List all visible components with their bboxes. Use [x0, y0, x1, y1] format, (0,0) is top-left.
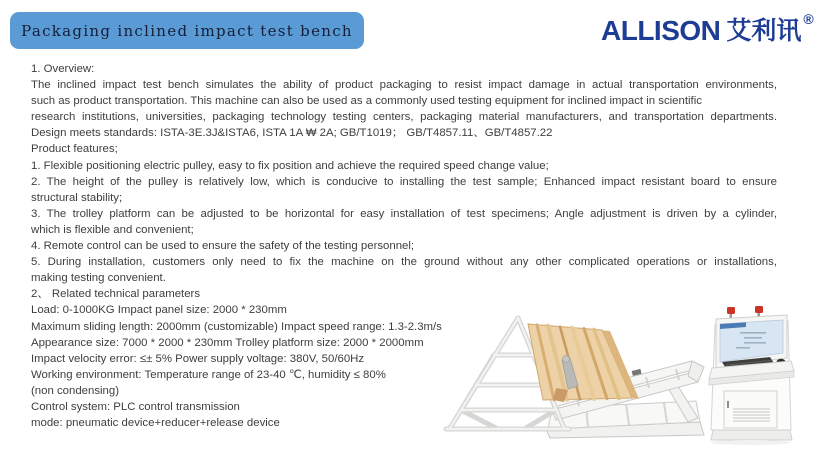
brand-logo [601, 11, 814, 47]
page-title: Packaging inclined impact test bench [21, 21, 353, 40]
body-line: research institutions, universities, packaging technology testing centers, packaging material manufacturers, and transportation departments. [31, 111, 777, 124]
body-line: Working environment: Temperature range of 23-40 ℃, humidity ≤ 80% [31, 368, 386, 381]
body-line: Product features; [31, 143, 118, 156]
body-line: 2、 Related technical parameters [31, 288, 201, 301]
page-title-banner [10, 12, 364, 49]
brand-wordmark: ALLISON [601, 15, 721, 46]
body-line: Design meets standards: ISTA-3E.3J&ISTA6, ISTA 1A ₩ 2A; GB/T1019； GB/T4857.11、GB/T4857.22 [31, 127, 553, 140]
body-line: such as product transportation. This machine can also be used as a commonly used testing equipment for inclined impact in scientific [31, 95, 702, 108]
body-line: Impact velocity error: ≤± 5% Power supply voltage: 380V, 50/60Hz [31, 352, 365, 365]
body-line: making testing convenient. [31, 272, 166, 285]
body-line: 5. During installation, customers only need to fix the machine on the ground without any other complicated operations or installations, [31, 256, 777, 269]
body-line: mode: pneumatic device+reducer+release device [31, 417, 280, 430]
body-line: structural stability; [31, 191, 123, 204]
test-bench-image [436, 310, 708, 444]
body-line: Appearance size: 7000 * 2000 * 230mm Trolley platform size: 2000 * 2000mm [31, 336, 424, 349]
body-line: 3. The trolley platform can be adjusted to be horizontal for easy installation of test specimens; Angle adjustment is driven by a cylinder, [31, 207, 777, 220]
body-line: 1. Flexible positioning electric pulley, easy to fix position and achieve the required speed change value; [31, 159, 549, 172]
body-line: 4. Remote control can be used to ensure the safety of the testing personnel; [31, 240, 415, 253]
body-line: Load: 0-1000KG Impact panel size: 2000 * 230mm [31, 304, 287, 317]
body-line: (non condensing) [31, 384, 120, 397]
brand-wordmark-cn: 艾利讯 [726, 17, 802, 45]
body-line: 1. Overview: [31, 63, 95, 75]
body-line: The inclined impact test bench simulates the ability of product packaging to resist impact damage in actual transportation environments, [31, 79, 777, 92]
control-cabinet-image [700, 301, 796, 448]
registered-trademark-icon: ® [803, 11, 814, 27]
body-line: Maximum sliding length: 2000mm (customizable) Impact speed range: 1.3-2.3m/s [31, 320, 442, 333]
body-line: which is flexible and convenient; [31, 223, 194, 236]
body-line: 2. The height of the pulley is relatively low, which is conducive to installing the test sample; Enhanced impact resistant board to ensure [31, 175, 777, 188]
body-line: Control system: PLC control transmission [31, 400, 240, 413]
